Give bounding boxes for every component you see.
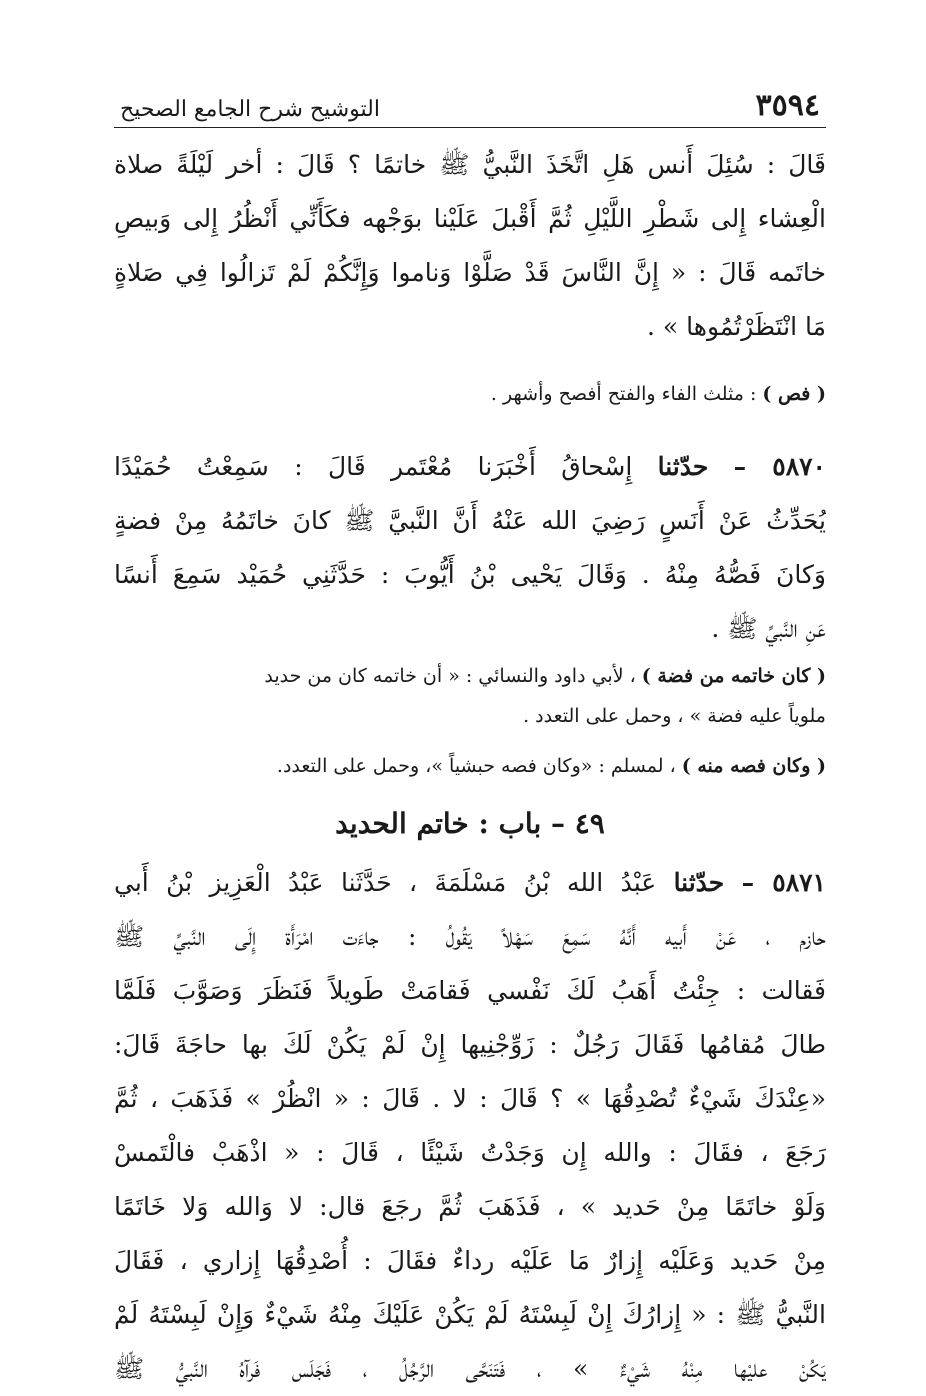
text-line: قَالَ : سُئِلَ أَنس هَلِ اتَّخَذَ النَّبيُّ ﷺ خاتمًا ؟ قَالَ : أخر لَيْلَةً صلاة [114, 150, 826, 179]
text-line: الْعِشاء إِلى شَطْرِ اللَّيْلِ ثُمَّ أَقْبلَ عَلَيْنا بوَجْهه فكَأَنِّي أَنْظُرُ إِلى وَبيصِ [114, 204, 826, 233]
hadith-text: عَبْدُ الله بْنُ مَسْلَمَةَ ، حَدَّثَنا عَبْدُ الْعَزِيز بْنُ أَبي [114, 868, 674, 897]
commentary-term: ( وكان فصه منه ) [681, 755, 826, 777]
text-line: حازم ، عَنْ أَبيه أَنَّهُ سَمِعَ سَهْلاً يَقُولُ : جاءَت امْرَأَة إِلَى النَّبيِّ ﷺ [114, 922, 826, 951]
commentary-text: ، لمسلم : «وكان فصه حبشياً »، وحمل على التعدد. [276, 755, 682, 777]
commentary-line [114, 374, 826, 414]
hadith-continuation [114, 138, 826, 354]
text-line: طالَ مُقامُها فَقَالَ رَجُلٌ : زَوِّجْنِيها إِنْ لَمْ يَكُنْ لَكَ بها حاجَةَ قَالَ: [114, 1030, 826, 1059]
commentary-line: ملوياً عليه فضة » ، وحمل على التعدد . [523, 705, 826, 727]
hadith-keyword: حدّثنا [657, 452, 709, 481]
commentary-fass [114, 374, 826, 414]
chapter-heading: ٤٩ – باب : خاتم الحديد [335, 807, 605, 840]
hadith-number: ٥٨٧٠ – [733, 452, 826, 481]
commentary-line [114, 656, 826, 696]
text-line: وَكانَ فَصُّهُ مِنْهُ . وَقَالَ يَحْيى بْنُ أَيُّوبَ : حَدَّثَنِي حُمَيْد سَمِعَ أَنسًا [114, 560, 826, 589]
commentary-text: : مثلث الفاء والفتح أفصح وأشهر . [490, 383, 763, 405]
commentary-silver-ring [114, 656, 826, 736]
text-line: وَلَوْ خاتَمًا مِنْ حَديد » ، فَذَهَبَ ثُمَّ رجَعَ قال: لا وَالله وَلا خَاتَمًا [114, 1192, 826, 1221]
text-line: النَّبيُّ ﷺ : « إِزارُكَ إِنْ لَبِسْتَهُ لَمْ يَكُنْ عَلَيْكَ مِنْهُ شَيْءٌ وَإِنْ لَبِسْتَهُ لَمْ [114, 1300, 826, 1329]
hadith-5870 [114, 440, 826, 656]
text-line: عَنِ النَّبيِّ ﷺ . [711, 614, 826, 643]
hadith-number: ٥٨٧١ – [741, 868, 826, 897]
text-line: خاتَمه قَالَ : « إِنَّ النَّاسَ قَدْ صَلَّوْا وَناموا وَإِنَّكُمْ لَمْ تَزالُوا فِي صَلاةٍ [114, 258, 826, 287]
commentary-text: ، لأبي داود والنسائي : « أن خاتمه كان من حديد [264, 665, 642, 687]
text-line: مِنْ حَديد وَعَلَيْه إِزارٌ مَا عَلَيْه رداءٌ فقَالَ : أُصْدِقُهَا إِزاري ، فَقَالَ [114, 1246, 826, 1275]
hadith-text: إِسْحاقُ أَخْبَرَنا مُعْتَمر قَالَ : سَمِعْتُ حُمَيْدًا [114, 452, 658, 481]
text-line: يَكُنْ عليْها مِنْهُ شَيْءٌ » ، فَتَنَحَّى الرَّجُلُ ، فَجَلَس فَرآهُ النَّبيُّ ﷺ [114, 1354, 826, 1383]
commentary-stone [114, 746, 826, 786]
hadith-first-line [114, 856, 826, 910]
text-line: رَجَعَ ، فقَالَ : والله إِن وَجَدْتُ شَيْئًا ، قَالَ : « اذْهَبْ فالْتَمسْ [114, 1138, 826, 1167]
hadith-first-line [114, 440, 826, 494]
hadith-keyword: حدّثنا [673, 868, 725, 897]
book-page [114, 78, 826, 1383]
running-title: التوشيح شرح الجامع الصحيح [120, 97, 380, 122]
commentary-term: ( كان خاتمه من فضة ) [641, 665, 826, 687]
text-line: فَقالت : جِئْتُ أَهَبُ لَكَ نَفْسي فَقامَتْ طَويلاً فَنَظَرَ وَصَوَّبَ فَلَمَّا [114, 976, 826, 1005]
text-line: يُحَدِّثُ عَنْ أَنَسٍ رَضِيَ الله عَنْهُ أَنَّ النَّبيَّ ﷺ كانَ خاتَمُهُ مِنْ فضةٍ [114, 506, 826, 535]
hadith-5871 [114, 856, 826, 1396]
commentary-line [114, 746, 826, 786]
text-line: مَا انْتَظَرْتُمُوها » . [647, 312, 826, 341]
page-header [114, 78, 826, 128]
page-number: ٣٥٩٤ [755, 88, 820, 123]
text-line: «عِنْدَكَ شَيْءٌ تُصْدِقُهَا » ؟ قَالَ : لا . قَالَ : « انْظُرْ » فَذَهَبَ ، ثُمَّ [114, 1084, 826, 1113]
commentary-term: ( فص ) [762, 383, 826, 405]
